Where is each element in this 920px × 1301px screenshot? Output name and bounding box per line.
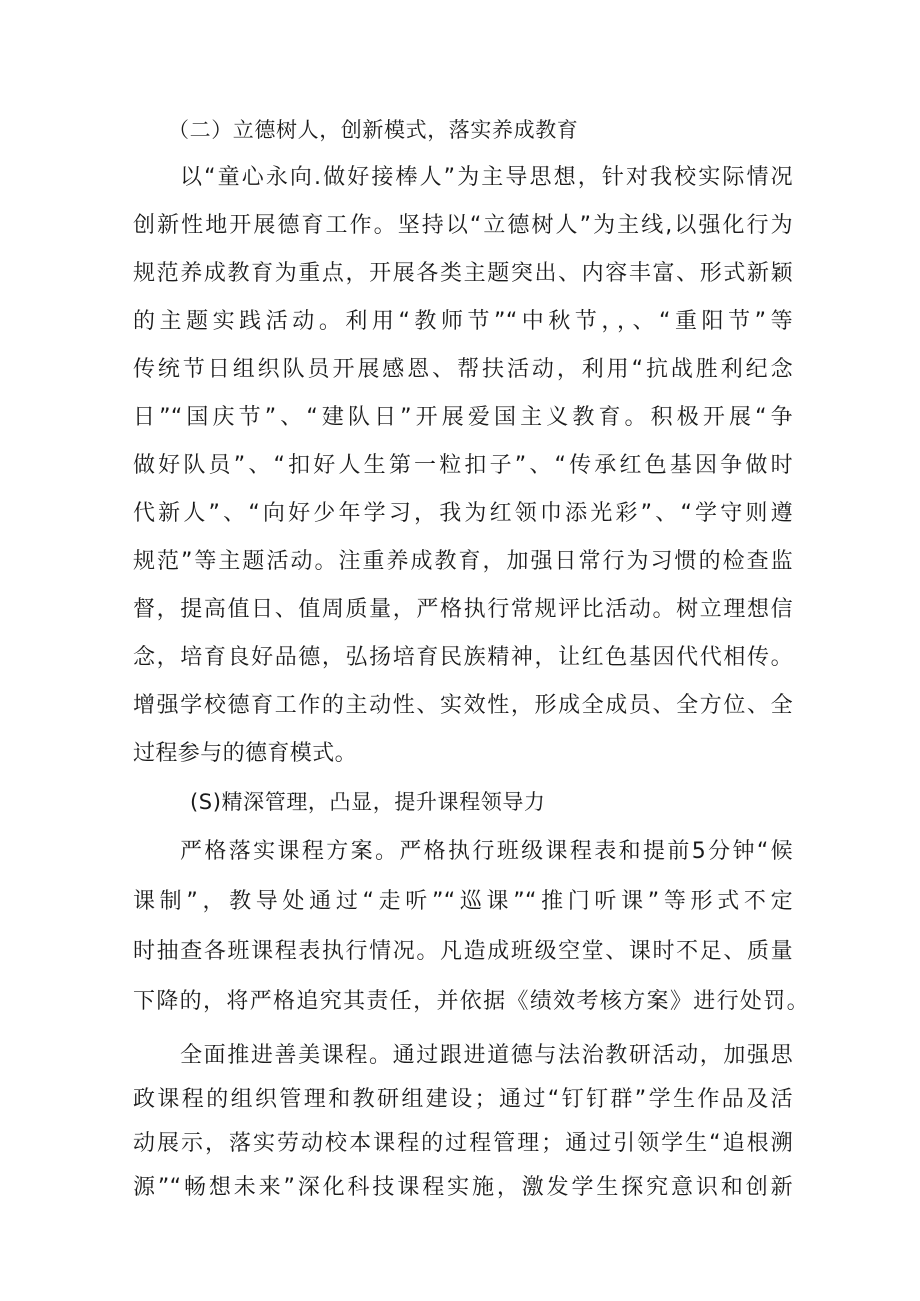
paragraph-line: 严格落实课程方案。严格执行班级课程表和提前5分钟“候 [180, 839, 793, 864]
paragraph-line: 增强学校德育工作的主动性、实效性，形成全成员、全方位、全 [133, 693, 793, 718]
paragraph-line: 日”“国庆节”、“建队日”开展爱国主义教育。积极开展“争 [133, 405, 793, 430]
paragraph-line: 政课程的组织管理和教研组建设；通过“钉钉群”学生作品及活 [133, 1087, 793, 1112]
paragraph-line: 的主题实践活动。利用“教师节”“中秋节，，、“重阳节”等 [133, 309, 793, 334]
paragraph-line: 以“童心永向.做好接棒人”为主导思想，针对我校实际情况 [180, 165, 793, 190]
section-heading-curriculum-management: (S)精深管理，凸显，提升课程领导力 [190, 790, 546, 814]
section-heading-moral-education: （二）立德树人，创新模式，落实养成教育 [168, 118, 579, 142]
paragraph-line: 下降的，将严格追究其责任，并依据《绩效考核方案》进行处罚。 [133, 989, 809, 1014]
paragraph-line: 做好队员”、“扣好人生第一粒扣子”、“传承红色基因争做时 [133, 453, 793, 478]
paragraph-line: 源”“畅想未来”深化科技课程实施，激发学生探究意识和创新 [133, 1175, 793, 1200]
paragraph-line: 过程参与的德育模式。 [133, 741, 358, 766]
paragraph-line: 代新人”、“向好少年学习，我为红领巾添光彩”、“学守则遵 [133, 501, 793, 526]
paragraph-line: 时抽查各班课程表执行情况。凡造成班级空堂、课时不足、质量 [133, 939, 793, 964]
paragraph-line: 规范”等主题活动。注重养成教育，加强日常行为习惯的检查监 [133, 549, 793, 574]
paragraph-line: 创新性地开展德育工作。坚持以“立德树人”为主线,以强化行为 [133, 213, 793, 238]
paragraph-line: 动展示，落实劳动校本课程的过程管理；通过引领学生“追根溯 [133, 1131, 793, 1156]
paragraph-line: 课制”，教导处通过“走听”“巡课”“推门听课”等形式不定 [133, 889, 793, 914]
paragraph-line: 督，提高值日、值周质量，严格执行常规评比活动。树立理想信 [133, 597, 793, 622]
paragraph-line: 全面推进善美课程。通过跟进道德与法治教研活动，加强思 [180, 1043, 793, 1068]
paragraph-line: 念，培育良好品德，弘扬培育民族精神，让红色基因代代相传。 [133, 645, 793, 670]
paragraph-line: 传统节日组织队员开展感恩、帮扶活动，利用“抗战胜利纪念 [133, 357, 793, 382]
paragraph-line: 规范养成教育为重点，开展各类主题突出、内容丰富、形式新颖 [133, 261, 793, 286]
